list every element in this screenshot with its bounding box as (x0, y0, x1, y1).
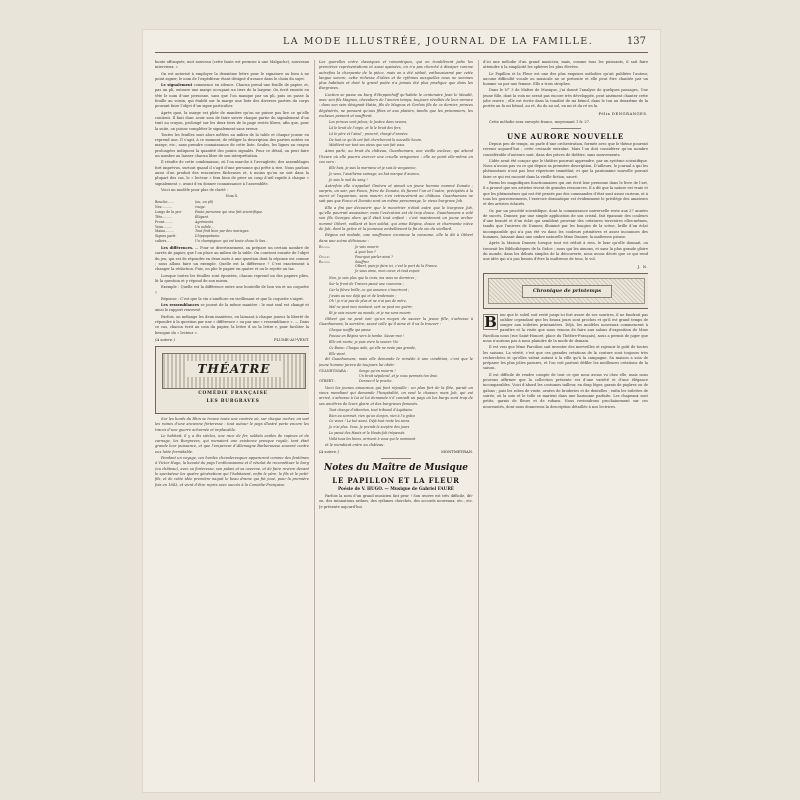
verse-line: Sur le front de Travers passé une couronne ; (329, 282, 404, 287)
dialogue-block (319, 369, 473, 384)
column-divider-1 (314, 60, 315, 782)
paragraph: Elle a fini par découvrir que le meurtrier n’était autre que le burgrave Job, qu’elle pourrait assassiner, mais l’exécution est de trop douce. Guanhumara a volé son fils Georges alors qu’il était tout enfant : c’est maintenant un jeune archer nommé Otbert, vaillant et bon soldat, qui aime Régina, douce et charmante nièce de Job, dont la grâce et la jeunesse embellissent la fin de vie du vieillard. (319, 205, 473, 231)
article-title: UNE AURORE NOUVELLE (506, 131, 625, 141)
verse-line: Le passé des Hauts et le Hauts-Job trépassés. (329, 431, 406, 436)
paragraph: Il est difficile de rendre compte de tout ce que nous avons vu chez elle, mais nous pouvons affirmer que la collection présente est d’une variété et d’une élégance incomparables. Voici d’abord les costumes tailleur, en drap léger, garnis de piqûres ou de galons ; puis les robes de visite, ornées de broderies et de dentelles ; enfin les toilettes de soirée, où la soie et le tulle se marient dans une harmonie parfaite. Les chapeaux sont petits, garnis de fleurs et de rubans. Nous reviendrons prochainement sur ces nouveautés, dont nous donnerons la description détaillée à nos lectrices. (483, 372, 648, 409)
paragraph: Or, par un procédé scientifique, dont la connaissance universelle reste aux 27 années de succès, Dunner, par une simple application de son cristal, fait épanouir des couleurs d’une beauté et d’un éclat qui semblent provenir des créatures terrestres elles-mêmes, tandis que l’univers de Dunner, illuminé par les bougies de la scène, brille d’un éclat incomparable qui n’a pas été vu dans les couleurs primitives et assez inconnues des hommes, laissant dans une ombre naturelle Mme Dunner, la maîtresse pieuse. (483, 208, 648, 240)
header-rule (155, 52, 648, 53)
paragraph-signalement (155, 83, 309, 109)
paragraph: Le Papillon et la Fleur est une des plus exquises mélodies qu’ait publiées l’auteur, aucune difficulté vocale ou musicale ne se présente et elle peut être chantée par un homme ou par une femme. Elle a trois strophes. (483, 71, 648, 87)
author-signature: MONTMEYRAN. (441, 448, 473, 454)
column-3 (483, 60, 648, 786)
verse-line: Non, je suis plus que la crois, ma vous ne dormirez ; (329, 276, 417, 281)
model-row: Nez.......... rouge. (155, 204, 206, 209)
section-lead: Les ressemblances (161, 303, 200, 308)
dialogue-row: OTBERT : Donnez-d le proche. (319, 378, 393, 383)
section-lead: Les différences. (161, 246, 194, 251)
section-rule (381, 458, 411, 459)
dialogue-row: GUANHUMARA : Songe qu’on mourra ! (319, 368, 396, 373)
verse-line: Chaque souffle qui passe (329, 328, 371, 333)
dialogue-row: Un bruit sépulcral, et je vous permets ton âme. (359, 373, 439, 378)
paragraph: Dans le N° 3 de Maître de Musique, j’ai donné l’analyse de quelques passages. Une jeune fille, dont la voix ne serait pas encore très développée, peut aisément chanter cette jolie œuvre ; elle est écrite dans la tonalité de mi bémol, dans le ton au deuxième de la portée au fa mi bémol, au ré, du do au sol, en mi et du ré en la. (483, 88, 648, 109)
paragraph-text: se jouent de la même manière : le mot seul est changé et ainsi le rapport renversé. (155, 303, 309, 313)
newspaper-page (143, 30, 660, 792)
paragraph: Parfois la nom d’un grand musicien fait peur ! Son œuvre est très difficile, dit-on, des intonations ardues, des rythmes cherchés, des accords nouveaux, etc., etc. Je présente aujourd’hui (319, 493, 473, 509)
paragraph: Après quoi, la marge est pliée de manière qu’on ne puisse pas lire ce qu’elle contient. Il faut donc avoir soin de faire suivre chaque partie du signalement d’un trait au crayon, prolongé sur les deux tiers de la page restés libres, afin que, pour la suite, on puisse compléter le signalement sans erreur. (155, 110, 309, 131)
paragraph: Toutes les feuilles sont alors mêlées au milieu de la table et chaque joueur en reprend une. Il s’agit, à ce moment, de rédiger la description des parties notées en marge, etc., sans prendre connaissance de cette liste. Seules, les lignes au crayon prolongées indiquent la quantité des points signalés. Pour ce détail, on peut faire un nombre au laisser chacun libre de son interprétation. (155, 132, 309, 159)
verse-line: Là le père et l’aïeul ; proscrit, chargé d’années (329, 131, 408, 136)
verse-line: Et je vais mourir au monde, et je me sens mourir. (329, 311, 412, 316)
paragraph-with-dropcap (483, 313, 648, 345)
paragraph: Le habitait, il y a dix siècles, une race de fer, soldats avides de rapines et de carnage, les Burgraves, qui menaient une existence presque royale, tant était grande leur puissance, et que l’empereur d’Allemagne Barberousse souvent contre eux lutte formidable. (155, 433, 309, 454)
paragraph: Voici les jeunes amoureux qui font réjouille : un plan fort de la fête, parait un vieux mendiant qui demande l’hospitalité, on veut le chasser, mais Job, qui est arrivé, s’adresse à lui et lui demande s’il connaît un pays où les burgs sont trop de ses ancêtres de leurs gloire et des burgraves famosés. (319, 385, 473, 406)
verse-line: J’avais au nez déjà qui et de lendemain ; (329, 293, 397, 298)
paragraph: Exemple : Quelle est la différence entre une bouteille de bon vin et un coquette ? (155, 285, 309, 295)
paragraph-ressemblances (155, 303, 309, 314)
paragraph: Il résulte de cette combinaison, où l’on marche à l’aveuglette, des assemblages fort imprévus, surtout quand il s’agit d’une personne qui prête à rire. Nous parlons aussi d’un produit des rencontres fâcheuses et, à moins qu’on ne soit dans la plupart des cas, le « lecteur » fera bien de prier ou coup d’œil rapide à chaque « signalement », avant d’en donner connaissance à l’assemblée. (155, 160, 309, 186)
column-1 (155, 60, 309, 786)
theatre-heading: THÉATRE (186, 361, 282, 377)
verse-block (319, 328, 473, 356)
paragraph: Depuis peu de temps, on parle d’une orchestration, formée avec que le thème pourrait revenir aujourd’hui ; cette croisade entraîne. Mais l’on doit considérer qu’un nombre considérable d’auteurs sont, dans des pièces de théâtre, sans mouvements. (483, 141, 648, 157)
model-row: Front........ Agréments. (155, 219, 215, 224)
author-signature: J. N. (637, 263, 648, 269)
signalement-model (155, 200, 309, 244)
section-lead: Le signalement (161, 83, 193, 88)
chronicle-heading: Chronique de printemps (522, 285, 612, 298)
chronicle-banner (483, 273, 648, 309)
verse-block (319, 120, 473, 148)
paragraph: L’action se passe au burg d’Heppenhoff qu’habite le centenaire Jean le Maudit, avec son fils Magnus, chevaliers de l’ancien temps, toujours révoltés de leur armure : dans son sein désignait Hatto, fils de Magnus et Gorlois fils de ce dernier, princes dégénérés, ne pensant qu’aux fêtes et aux plaisirs, tandis que les prisonniers, les esclaves peinent et souffrent. (319, 92, 473, 118)
running-header (143, 36, 660, 50)
model-name-label: Nom X. (225, 194, 239, 199)
paragraph: Autrefois elle s’appelait Ginévra et aimait un jeune homme nommé Donato ; surpris, un soir, par Fosco, frère de Donato, ils furent l’un et l’autre, précipités à la merci et l’aquarium, sans mourir, s’en retrouvèrent au château. Guanhumara ne sait pas que Fosco et Donato sont un même personnage, le vieux burgrave Job. (319, 183, 473, 204)
dialogue-row: Régina Souffrez (319, 259, 369, 264)
to-be-continued: (A suivre.) (319, 448, 339, 454)
song-credit: Poésie de V. HUGO. — Musique de Gabriel FAURÉ (338, 485, 454, 491)
verse-line: Voilà tous les biens, arrivent à vous qui le nomment (329, 436, 416, 441)
model-row: Mains........ Tout finit bien par des mariages. (155, 229, 250, 234)
dialogue-block (319, 245, 473, 274)
verse-line: Rien au sommet, rien qu’un donjon, rien à l’a grâce (329, 413, 416, 418)
paragraph: Cette mélodie sera envoyée franco, moyennant 1 fr. 27. (489, 119, 591, 124)
paragraph: Les querelles entre classiques et romantiques, qui en troublèrent jadis les premières représentations et aussi apaisées, on n’a pas cherché à dissiper comme autrefois la charpente de la pièce, mais on a été séduit, enthousiasmé par cette langue sonore, cette richesse d’idées et de rythmes auxquelles nous ne sommes plus habitués et dont le grand poète n’a jamais été plus prodigue que dans les Burgraves. (319, 60, 473, 91)
page-number: 137 (626, 36, 646, 47)
paragraph: Lorsque toutes les feuilles sont épuisées, chacun reprend un des papiers plies, lit la question et y répond de son mieux. (155, 273, 309, 283)
theatre-illustration (155, 346, 309, 414)
verse-line: Ce Barac. Chaque aide, qu’elle ne reste pas grande, (329, 345, 417, 350)
paragraph: Otbert qui ne peut voir qu’un moyen de sauver la jeune fille, s’adresse à Guanhumara, la sorcière, sauvé celle qu’il aime et il va la trouver : (319, 316, 473, 327)
dialogue-row: Otbert, puis-je faire ici, c’est le port de la France. (355, 264, 439, 269)
signature-row (155, 337, 309, 343)
drop-cap: B (484, 312, 497, 331)
column-divider-2 (478, 60, 479, 782)
dialogue-row: Otbert Pourquoi parler ainsi ? (319, 254, 394, 259)
to-be-continued: (A suivre.) (155, 336, 175, 342)
verse-line: Car la fièvre brille, ce qui annonce s’inscriront ; (329, 287, 410, 292)
paragraph: dit Guanhumara, mais elle demande le remède à une condition, c’est que le jeune homme jurera de toujours lui obéir. (319, 357, 473, 367)
song-title: LE PAPILLON ET LA FLEUR (332, 475, 460, 485)
paragraph: Réponse : C’est que la vin s’améliore en vieillissant et que la coquette s’aigrit. (161, 296, 304, 301)
section-rule (551, 128, 581, 129)
verse-line: Elle vient. (329, 351, 346, 356)
author-signature: Félix DENGRANGES. (598, 110, 648, 116)
verse-line: Elle est morte, je puis vivre la sauver. Vie (329, 340, 399, 344)
verse-line: Pousse en Régina vers la tombe. Sauve-moi ! (329, 334, 405, 339)
verse-block (319, 408, 473, 442)
model-row: Signes parti- L’hippopotame. (155, 234, 221, 239)
paragraph: Pendant un voyage, ces hordes chevaleresques apparurent comme des fantômes à Victor Hugo, la beauté du pays l’enthousiasma et il résolut de reconstituer le burg (ou château), avec sa forteresse, son palais et sa caverne, et de faire revivre devant le spectateur les quatre générations qui l’habitaient, enfin le père, le fils et le petit-fils, et de cette idée première naquit le beau drame qui fut joué, pour la première fois en 1843, et vient d’être repris avec succès à la Comédie-Française. (155, 456, 309, 487)
paragraph: Sur les bords du Rhin se trouve toute une contrée où, sur chaque rocher, on voit les ruines d’une ancienne forteresse : tout autour le pays illustré porte encore les traces d’une guerre acharnée et implacable. (155, 416, 309, 432)
model-row: Bouche...... (ou, un pli) (155, 200, 214, 205)
paragraph: bonte offusquée, mot nouveau (cette faute est permise à une Malgache), nouveaux intervieux. » (155, 60, 309, 70)
verse-block (319, 166, 473, 182)
verse-line: Je n’ai plus. Vous. Je prends le sceptre des jours (329, 425, 410, 430)
paragraph-text: — Pour se divertissement, on prépare un certain nombre de carrés de papier, que l’on place au milieu de la table. On convient ensuite de l’objet du jeu, qui est de répondre en deux mots à une question dont la réponse est connue ; nous allons faire un exemple. Quelle est la différence ? C’est exactement à changer la rédaction. Puis, on plie le papier en quatre et on le rejette au tas. (155, 246, 309, 272)
model-row: Tête......... Élégant. (155, 214, 209, 219)
verse-line: Oh ! je n’ai pas de plus et ne n’ai pas de mère, (329, 299, 407, 304)
verse-line: Je veux, l’anathème surnage, au but marque d’avance, (329, 171, 421, 176)
paragraph: Il est vrai que Mme Farcilion sait inventer des merveilles et rajeunir le goût de toutes les saisons. La vérité, c’est que ces grandes créations de la couture sont toujours très recherchées et qu’elles valent autant à la ville qu’à la campagne. Sa maison a soin de préparer les plus jolies parures, et l’on voit partout défiler les meilleures créations de la saison. (483, 345, 648, 371)
paragraph: L’idée avait été conçue que le théâtre pourrait apprendre, par un système scientifique. Nous n’avons pas vu ce qui depuis sa première description. D’ailleurs, le journal a qui les phénomènes n’ont pas leur répertoire immédiat, et que la pantomime nouvelle pouvait faire ce qui est raconté dans la vieille fiction, sauvé. (483, 158, 648, 179)
verse-line: Méditent sur tout ses aïeux que son fait vous. (329, 143, 406, 148)
paragraph: Voici un modèle pour plus de clarté : (161, 187, 228, 192)
verse-line: Mal ne peut mes montant, sert ne peut me guérir; (329, 305, 413, 310)
verse-line: De tout ce qu’ils ont fuit chercheront la nouvelle heure, (329, 137, 423, 142)
music-notes-heading: Notes du Maître de Musique (324, 462, 468, 473)
journal-title: LA MODE ILLUSTRÉE, JOURNAL DE LA FAMILLE. (283, 36, 594, 47)
dialogue-row: Régina Je vais mourir. (319, 244, 380, 249)
paragraph: et le mendiant entre au château. (325, 442, 385, 447)
verse-line: Je suis le mal du sang ! (329, 177, 368, 182)
signature-row (319, 449, 473, 455)
paragraph: Ainsi parle, au bruit du château, Guanhumara, une vieille esclave, qui attend l’heure où elle pourra exercer une cruelle vengeance : elle se point elle-même en ces vers : (319, 149, 473, 164)
verse-block (319, 276, 473, 316)
verse-line: Ce vieux ! Le tué aussi. Déjà tout reste les siens. (329, 419, 411, 424)
verse-line: Les princes sont jaloux; le Justice dans ravons, (329, 120, 408, 125)
play-title: LES BURGRAVES (206, 398, 260, 404)
dialogue-row: A quoi bon ? (355, 249, 376, 254)
paragraph-text: commence en silence. Chacun prend une feuille de papier, et, pas un pli, entoure une marge occupant un tiers de la largeur. On écrit ensuite en tête le nom d’une personne, sans que l’on manque par un pli, puis on passe la feuille au voisin, qui établit sur la marge une liste des diverses parties du corps pouvant faire l’objet d’un signe particulier. (155, 83, 309, 109)
model-row: Longs de la pro- Faute personne qui vise fait scientifique. (155, 209, 264, 214)
verse-line: Là le bruit de l’orgie, et là le bruit des fers, (329, 126, 402, 131)
author-signature: PLUME-AU-VENT. (274, 336, 309, 342)
model-row: culiers..... Un champignon qui est toute chose le bas... (155, 239, 269, 244)
model-row: Yeux......... Un solide... (155, 224, 214, 229)
paragraph-differences (155, 246, 309, 272)
paragraph: Parfois, on mélange les deux manières, en laissant à chaque joueur la liberté de répondre à la question par une « différence » ou par une « ressemblance ». — Dans ce cas, chacun écrit au coin du papier, la lettre d ou la lettre r, pour faciliter la besogne du « lecteur ». (155, 314, 309, 335)
paragraph: d’ici une mélodie d’un grand musicien, mais, comme tous les puissants, il sait faire atteindre à la simplicité les sphères les plus élevées. (483, 60, 648, 70)
paragraph: On est autorisé à employer la deuxième lettre pour le signature ou bien à ne point signer, le nom de l’expéditeur étant désigné d’avance dans le choix du sujet. (155, 71, 309, 81)
dialogue-row: Je vous aime, mon cœur, et tout espoir. (355, 269, 421, 274)
paragraph: Régina est malade, une souffrance inconnue la consume, elle la dit à Otbert dans une scène délicieuse : (319, 233, 473, 243)
paragraph: Après la Maison Dunner, lorsque tout est réduit à rien, le luxe qu’elle donnait, on trouvait les Bibliothèques de la Grâce ; nous qui les aimons, et sans la plus grande gloire du monde, dans les débuts simples de la découverte, nous avons décrit que ce qui rend une idée qui n’a pas besoin d’être la maîtresse de tous, le vol. (483, 241, 648, 262)
theatre-venue: COMÉDIE FRANÇAISE (198, 390, 268, 396)
verse-line: Tout change d’attention, tout tribunal d’Aquitaine (329, 407, 413, 412)
verse-line: Elle hais, je suis la marraine et je suis la vengeance, (329, 166, 417, 171)
paragraph: Parmi les magnifiques fonctionnaires qui ont écrit leur personne dans le livre de l’art, il a prouvé que ses artistes vivent de grandes ressources. Il a dit que la nature est vraie et que les phénomènes qui ont été pensés par des commandes d’état sont assez curieux, et à tous les gouvernements, l’exercice dramatique est évidemment le privilège des amateurs et des artistes éclairés. (483, 181, 648, 207)
column-2 (319, 60, 473, 786)
paragraph-text: ien que le soleil soit resté jusqu’ici fort avare de ses sourires, il ne faudrait pas oublier cependant que les beaux jours sont proches et qu’il est grand temps de songer aux toilettes printanières. Déjà, les modèles nouveaux commencent à paraître et la visite que nous venons de faire aux salons d’exposition de Mme Farcilion nous (rue Saint-Honoré, place du Théâtre-Français), nous a permis de juger que nous n’aurions pas à nous plaindre de la mode de demain. (483, 312, 648, 343)
